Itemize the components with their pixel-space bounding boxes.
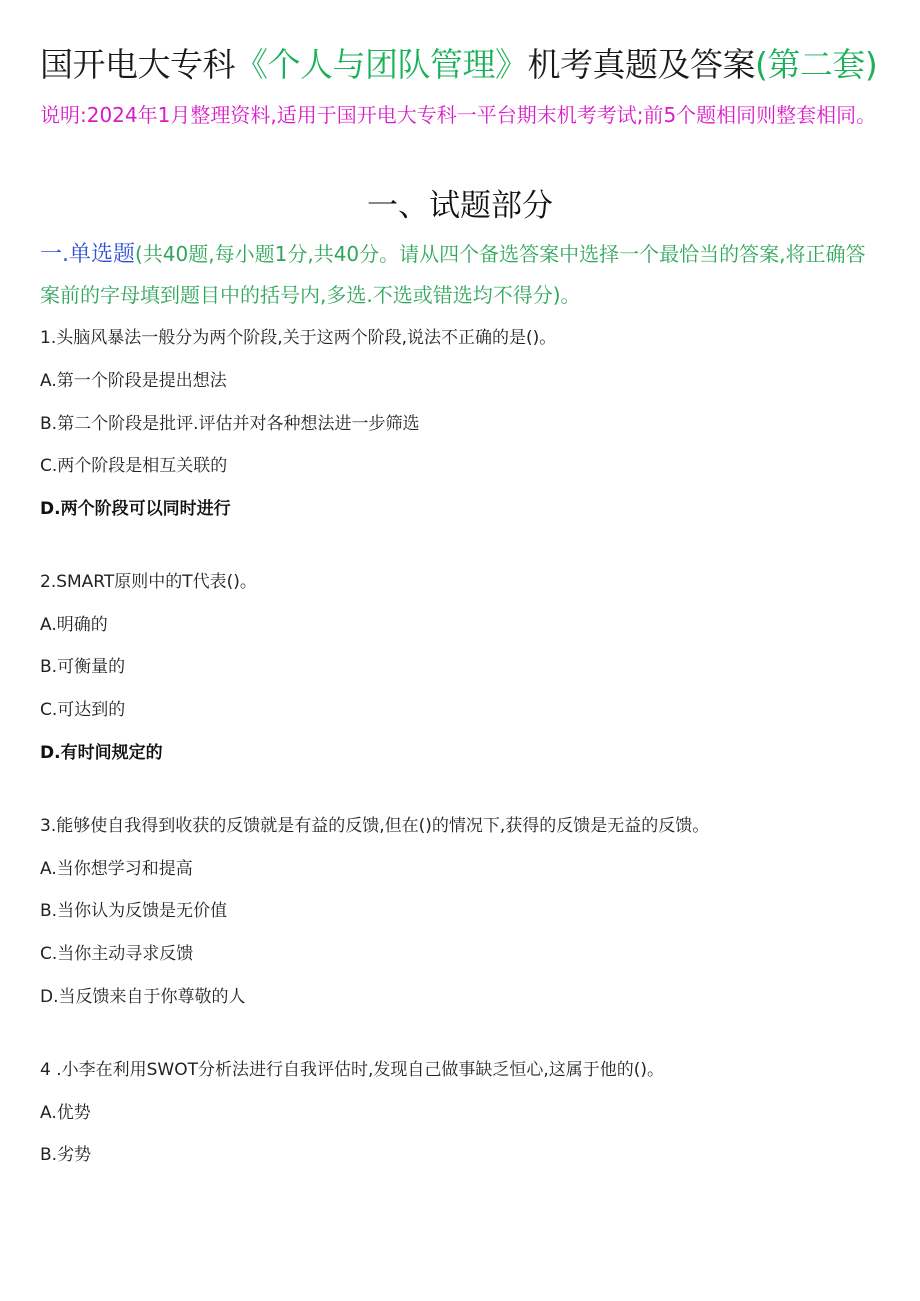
title-exam-label: 机考真题及答案	[527, 45, 755, 84]
answer-option-correct: D.两个阶段可以同时进行	[40, 499, 231, 519]
answer-option: A.明确的	[40, 615, 108, 635]
title-course-name: 《个人与团队管理》	[235, 45, 528, 84]
answer-option-correct: D.有时间规定的	[40, 743, 163, 763]
answer-option: C.当你主动寻求反馈	[40, 944, 194, 964]
question-stem: 3.能够使自我得到收获的反馈就是有益的反馈,但在()的情况下,获得的反馈是无益的反馈。	[40, 816, 710, 836]
title-set-number: (第二套)	[755, 45, 878, 84]
answer-option: A.当你想学习和提高	[40, 859, 193, 879]
instructions-lead: 一.单选题	[40, 242, 135, 267]
instructions-text: (共40题,每小题1分,共40分。请从四个备选答案中选择一个最恰当的答案,将正确答案前的字母填到题目中的括号内,多选.不选或错选均不得分)。	[40, 242, 866, 307]
question-stem: 4 .小李在利用SWOT分析法进行自我评估时,发现自己做事缺乏恒心,这属于他的()。	[40, 1060, 665, 1080]
section-heading: 一、试题部分	[367, 188, 553, 224]
question-stem: 2.SMART原则中的T代表()。	[40, 572, 257, 592]
answer-option: C.可达到的	[40, 700, 126, 720]
answer-option: B.可衡量的	[40, 657, 126, 677]
title-note: 说明:2024年1月整理资料,适用于国开电大专科一平台期末机考考试;前5个题相同则整套相同。	[40, 103, 877, 127]
answer-option: D.当反馈来自于你尊敬的人	[40, 987, 246, 1007]
answer-option: B.当你认为反馈是无价值	[40, 901, 228, 921]
question-stem: 1.头脑风暴法一般分为两个阶段,关于这两个阶段,说法不正确的是()。	[40, 328, 557, 348]
answer-option: B.劣势	[40, 1145, 92, 1165]
answer-option: B.第二个阶段是批评.评估并对各种想法进一步筛选	[40, 414, 420, 434]
answer-option: A.第一个阶段是提出想法	[40, 371, 227, 391]
answer-option: C.两个阶段是相互关联的	[40, 456, 228, 476]
document-title	[40, 42, 880, 136]
single-choice-instructions	[40, 234, 880, 315]
answer-option: A.优势	[40, 1103, 91, 1123]
title-prefix: 国开电大专科	[40, 45, 235, 84]
